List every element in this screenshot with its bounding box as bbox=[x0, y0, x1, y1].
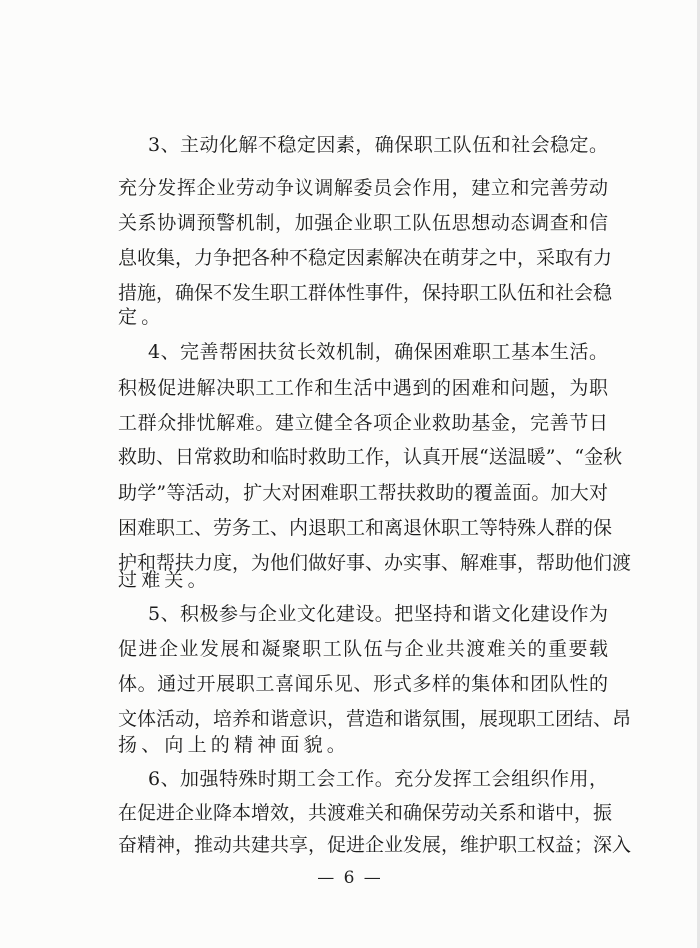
paragraph-5-line-1: 5、积极参与企业文化建设。把坚持和谐文化建设作为 bbox=[148, 603, 608, 625]
paragraph-4-line-3: 工群众排忧解难。建立健全各项企业救助基金，完善节日 bbox=[118, 412, 608, 434]
paragraph-6-line-1: 6、加强特殊时期工会工作。充分发挥工会组织作用， bbox=[148, 768, 608, 790]
page-number: — 6 — bbox=[317, 868, 383, 888]
paragraph-5-line-5: 扬、向上的精神面貌。 bbox=[118, 734, 351, 756]
paragraph-4-line-2: 积极促进解决职工工作和生活中遇到的困难和问题，为职 bbox=[118, 377, 608, 399]
paragraph-5-line-2: 促进企业发展和凝聚职工队伍与企业共渡难关的重要载 bbox=[118, 638, 608, 660]
paragraph-4-line-1: 4、完善帮困扶贫长效机制，确保困难职工基本生活。 bbox=[148, 341, 608, 363]
paragraph-3-line-6: 定。 bbox=[118, 306, 165, 328]
paragraph-3-line-5: 措施，确保不发生职工群体性事件，保持职工队伍和社会稳 bbox=[118, 282, 613, 304]
paragraph-4-line-6: 困难职工、劳务工、内退职工和离退休职工等特殊人群的保 bbox=[118, 517, 613, 539]
paragraph-6-line-3: 奋精神，推动共建共享，促进企业发展，维护职工权益；深入 bbox=[118, 834, 632, 856]
paragraph-5-line-4: 文体活动，培养和谐意识，营造和谐氛围，展现职工团结、昂 bbox=[118, 708, 632, 730]
paragraph-5-line-3: 体。通过开展职工喜闻乐见、形式多样的集体和团队性的 bbox=[118, 673, 608, 695]
paragraph-4-line-4: 救助、日常救助和临时救助工作，认真开展“送温暖”、“金秋 bbox=[118, 446, 623, 468]
paragraph-6-line-2: 在促进企业降本增效，共渡难关和确保劳动关系和谐中，振 bbox=[118, 802, 613, 824]
paragraph-3-line-1: 3、主动化解不稳定因素，确保职工队伍和社会稳定。 bbox=[148, 134, 608, 156]
paragraph-4-line-5: 助学”等活动，扩大对困难职工帮扶救助的覆盖面。加大对 bbox=[118, 482, 608, 504]
paragraph-3-line-4: 息收集，力争把各种不稳定因素解决在萌芽之中，采取有力 bbox=[118, 247, 613, 269]
paragraph-3-line-2: 充分发挥企业劳动争议调解委员会作用，建立和完善劳动 bbox=[118, 177, 608, 199]
paragraph-4-line-7: 护和帮扶力度，为他们做好事、办实事、解难事，帮助他们渡 bbox=[118, 552, 632, 574]
paragraph-3-line-3: 关系协调预警机制，加强企业职工队伍思想动态调查和信 bbox=[118, 212, 608, 234]
paragraph-4-line-8: 过难关。 bbox=[118, 569, 211, 591]
